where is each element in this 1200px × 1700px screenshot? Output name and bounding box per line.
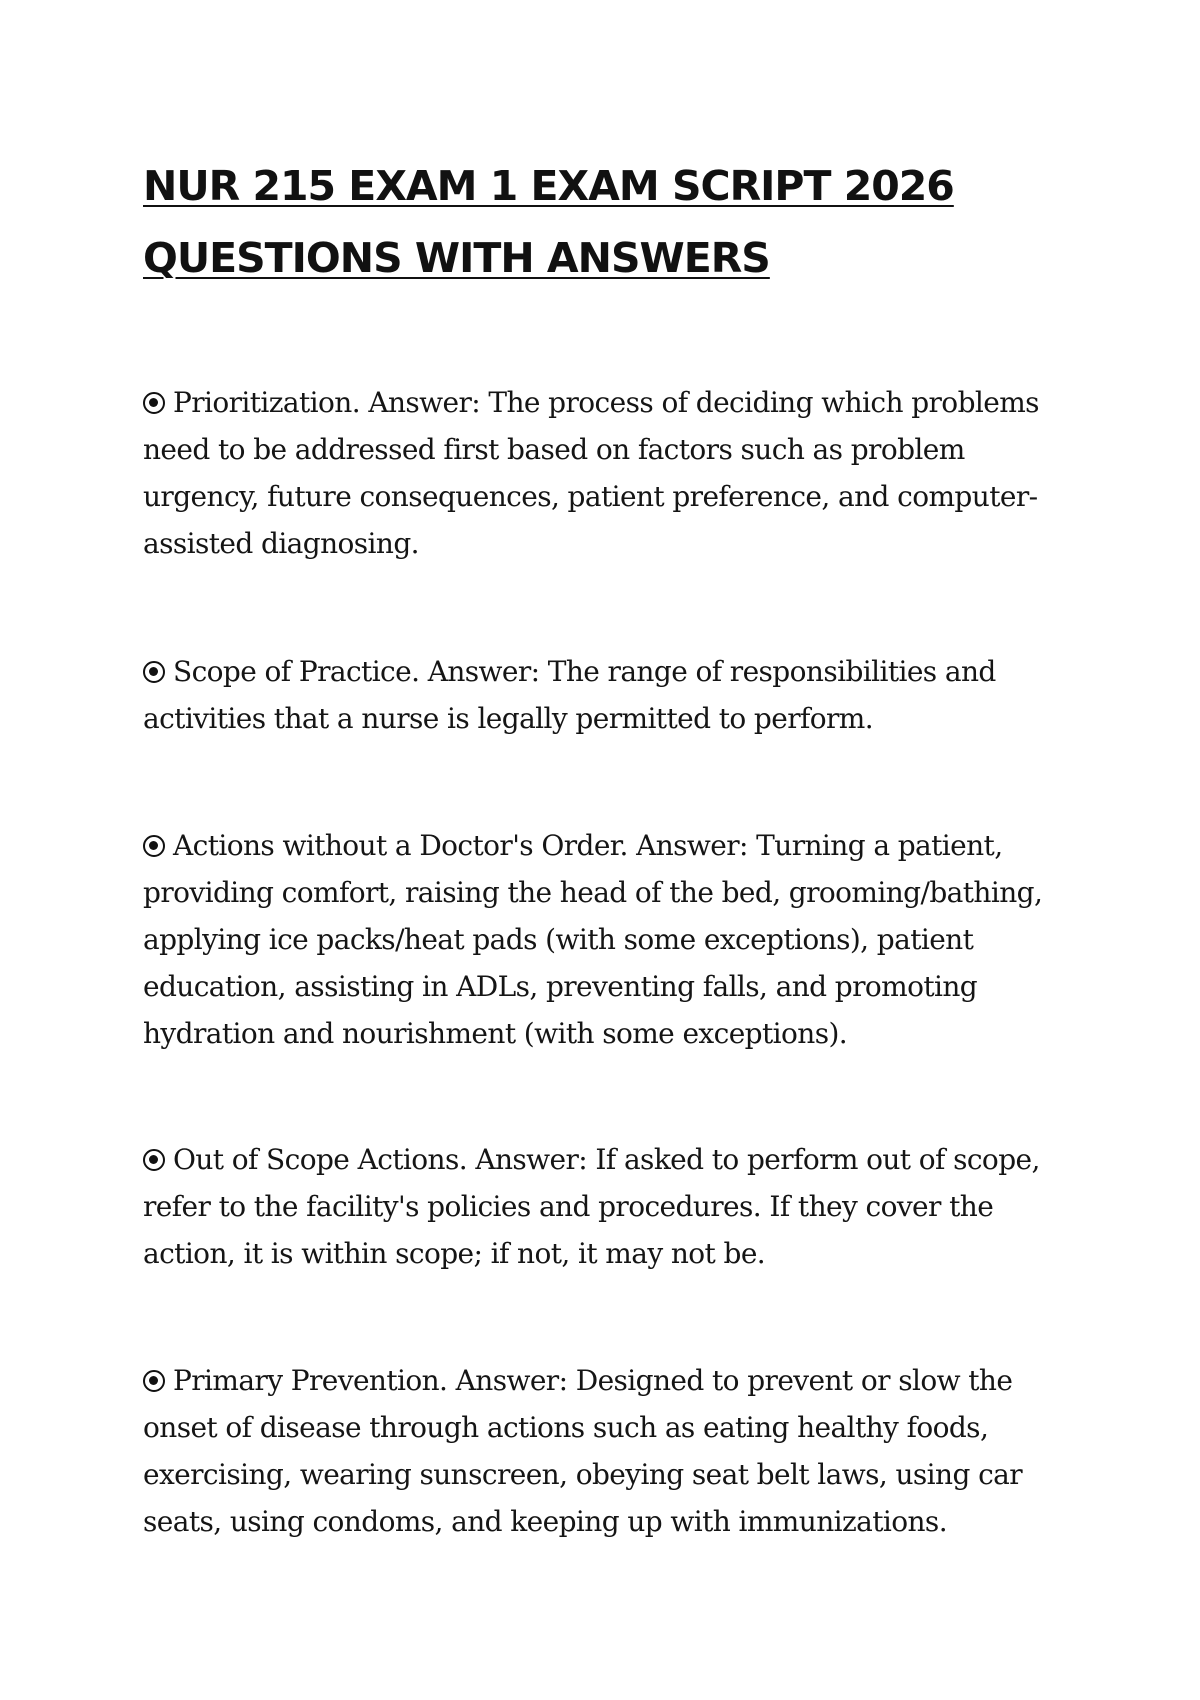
qa-item-out-of-scope <box>143 1136 1083 1277</box>
title-line-2: QUESTIONS WITH ANSWERS <box>143 234 770 282</box>
document-title <box>143 150 1103 294</box>
radio-bullet-icon <box>143 1370 165 1392</box>
radio-bullet-icon <box>143 835 165 857</box>
qa-item-text: Prioritization. Answer: The process of deciding which problems need to be addressed first based on factors such as problem urgency, future consequences, patient preference, and computer-assisted diagnosing. <box>143 386 1039 560</box>
title-line-1: NUR 215 EXAM 1 EXAM SCRIPT 2026 <box>143 162 954 210</box>
qa-item-prioritization <box>143 379 1083 567</box>
qa-item-text: Scope of Practice. Answer: The range of responsibilities and activities that a nurse is legally permitted to perform. <box>143 655 996 735</box>
radio-bullet-icon <box>143 1149 165 1171</box>
radio-bullet-icon <box>143 661 165 683</box>
qa-item-text: Out of Scope Actions. Answer: If asked to perform out of scope, refer to the facility's policies and procedures. If they cover the action, it is within scope; if not, it may not be. <box>143 1143 1040 1270</box>
qa-item-text: Primary Prevention. Answer: Designed to prevent or slow the onset of disease through actions such as eating healthy foods, exercising, wearing sunscreen, obeying seat belt laws, using car seats, using condoms, and keeping up with immunizations. <box>143 1364 1023 1538</box>
qa-item-scope-of-practice <box>143 648 1083 742</box>
qa-item-actions-without-order <box>143 822 1083 1057</box>
radio-bullet-icon <box>143 392 165 414</box>
qa-item-text: Actions without a Doctor's Order. Answer: Turning a patient, providing comfort, raising the head of the bed, grooming/bathing, applying ice packs/heat pads (with some exceptions), patient education, assisting in ADLs, preventing falls, and promoting hydration and nourishment (with some exceptions). <box>143 829 1043 1050</box>
qa-item-primary-prevention <box>143 1357 1083 1545</box>
